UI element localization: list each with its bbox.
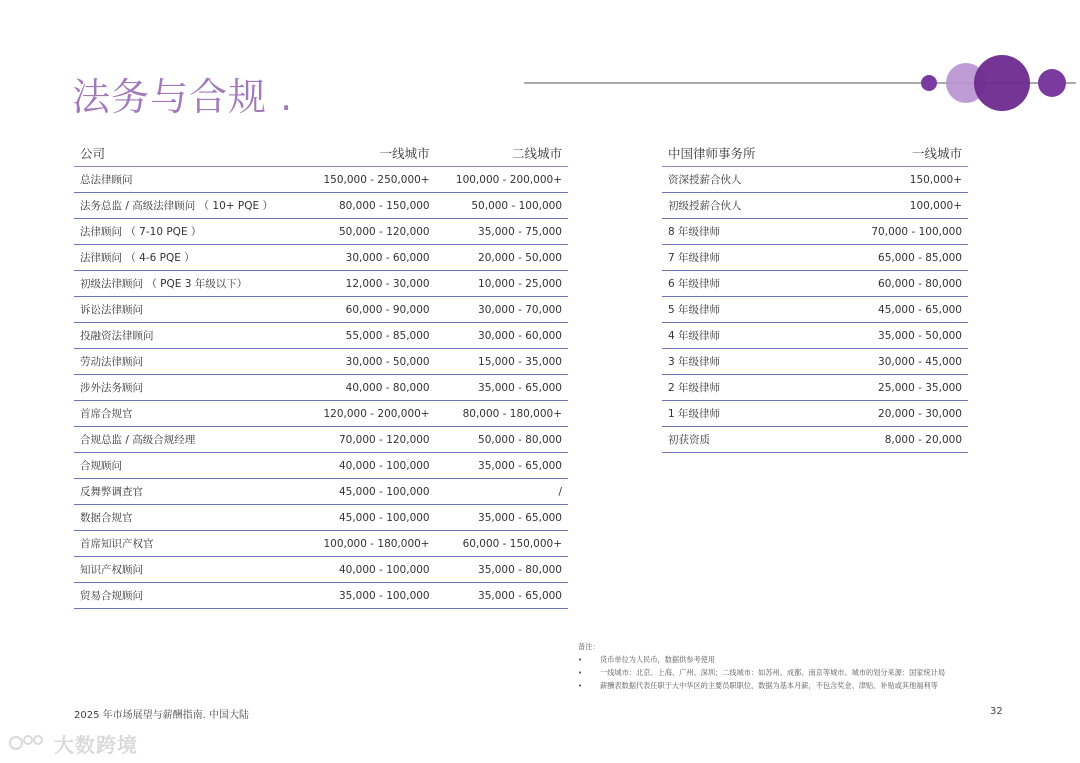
cell-tier1-salary: 30,000 - 60,000 (305, 245, 436, 271)
watermark-logo-icon (8, 731, 48, 755)
cell-position: 初级授薪合伙人 (662, 193, 834, 219)
company-salary-table (74, 140, 568, 609)
table-row (74, 505, 568, 531)
table-row (662, 219, 968, 245)
cell-position: 4 年级律师 (662, 323, 834, 349)
table-header-row (662, 140, 968, 167)
cell-position: 法律顾问 （ 7-10 PQE ） (74, 219, 305, 245)
table-row (662, 167, 968, 193)
table-row (74, 375, 568, 401)
cell-tier2-salary: 35,000 - 65,000 (436, 505, 568, 531)
cell-position: 合规总监 / 高级合规经理 (74, 427, 305, 453)
table-row (74, 427, 568, 453)
cell-tier1-salary: 120,000 - 200,000+ (305, 401, 436, 427)
cell-position: 知识产权顾问 (74, 557, 305, 583)
watermark-text: 大数跨境 (54, 732, 138, 757)
cell-tier1-salary: 30,000 - 50,000 (305, 349, 436, 375)
cell-tier1-salary: 8,000 - 20,000 (834, 427, 968, 453)
table-row (74, 557, 568, 583)
cell-tier2-salary: 15,000 - 35,000 (436, 349, 568, 375)
cell-tier1-salary: 70,000 - 100,000 (834, 219, 968, 245)
table-row (662, 193, 968, 219)
law-firm-salary-table (662, 140, 968, 453)
table-row (74, 167, 568, 193)
note-item: • 货币单位为人民币，数据供参考使用 (578, 653, 1018, 666)
note-item: • 一线城市：北京、上海、广州、深圳；二线城市：如苏州、成都、南京等城市。城市的划分来源：国家统计局 (578, 666, 1018, 679)
cell-tier2-salary: 30,000 - 70,000 (436, 297, 568, 323)
watermark (8, 728, 138, 758)
cell-tier2-salary: 60,000 - 150,000+ (436, 531, 568, 557)
decorative-circles (520, 50, 1080, 114)
company-table-body (74, 167, 568, 609)
cell-position: 2 年级律师 (662, 375, 834, 401)
cell-tier2-salary: 10,000 - 25,000 (436, 271, 568, 297)
cell-tier1-salary: 100,000+ (834, 193, 968, 219)
cell-tier1-salary: 45,000 - 100,000 (305, 505, 436, 531)
cell-tier1-salary: 35,000 - 100,000 (305, 583, 436, 609)
table-row (74, 297, 568, 323)
notes-heading: 备注： (578, 642, 600, 651)
cell-tier2-salary: 20,000 - 50,000 (436, 245, 568, 271)
cell-tier1-salary: 65,000 - 85,000 (834, 245, 968, 271)
table-row (662, 375, 968, 401)
column-header-tier1: 一线城市 (834, 140, 968, 167)
table-row (662, 427, 968, 453)
cell-position: 6 年级律师 (662, 271, 834, 297)
cell-tier1-salary: 60,000 - 80,000 (834, 271, 968, 297)
page-number: 32 (990, 706, 1003, 717)
table-row (662, 323, 968, 349)
cell-tier2-salary: 50,000 - 100,000 (436, 193, 568, 219)
cell-position: 资深授薪合伙人 (662, 167, 834, 193)
cell-position: 1 年级律师 (662, 401, 834, 427)
circle-small-left (921, 75, 937, 91)
cell-position: 法务总监 / 高级法律顾问 （ 10+ PQE ） (74, 193, 305, 219)
table-row (74, 271, 568, 297)
cell-tier1-salary: 20,000 - 30,000 (834, 401, 968, 427)
cell-tier1-salary: 40,000 - 100,000 (305, 557, 436, 583)
table-row (662, 349, 968, 375)
cell-tier1-salary: 50,000 - 120,000 (305, 219, 436, 245)
cell-tier2-salary: 35,000 - 65,000 (436, 375, 568, 401)
cell-tier2-salary: 35,000 - 65,000 (436, 453, 568, 479)
cell-tier1-salary: 80,000 - 150,000 (305, 193, 436, 219)
cell-position: 5 年级律师 (662, 297, 834, 323)
table-row (662, 245, 968, 271)
table-row (74, 323, 568, 349)
cell-position: 7 年级律师 (662, 245, 834, 271)
cell-position: 数据合规官 (74, 505, 305, 531)
circle-large-dark (974, 55, 1030, 111)
cell-position: 贸易合规顾问 (74, 583, 305, 609)
column-header-tier2: 二线城市 (436, 140, 568, 167)
notes-list (578, 653, 1018, 692)
cell-tier2-salary: 80,000 - 180,000+ (436, 401, 568, 427)
table-header-row (74, 140, 568, 167)
cell-tier2-salary: 30,000 - 60,000 (436, 323, 568, 349)
cell-tier2-salary: 35,000 - 75,000 (436, 219, 568, 245)
cell-position: 3 年级律师 (662, 349, 834, 375)
page-title: 法务与合规 . (72, 75, 294, 119)
cell-position: 首席合规官 (74, 401, 305, 427)
table-row (74, 245, 568, 271)
cell-tier1-salary: 150,000 - 250,000+ (305, 167, 436, 193)
circle-medium-right (1038, 69, 1066, 97)
cell-position: 投融资法律顾问 (74, 323, 305, 349)
cell-position: 初级法律顾问 （ PQE 3 年级以下） (74, 271, 305, 297)
table-row (74, 453, 568, 479)
cell-tier1-salary: 40,000 - 100,000 (305, 453, 436, 479)
cell-position: 诉讼法律顾问 (74, 297, 305, 323)
table-row (74, 219, 568, 245)
table-row (74, 193, 568, 219)
cell-tier1-salary: 45,000 - 65,000 (834, 297, 968, 323)
cell-tier2-salary: 35,000 - 65,000 (436, 583, 568, 609)
cell-tier1-salary: 30,000 - 45,000 (834, 349, 968, 375)
cell-tier2-salary: 35,000 - 80,000 (436, 557, 568, 583)
cell-position: 8 年级律师 (662, 219, 834, 245)
cell-tier2-salary: / (436, 479, 568, 505)
cell-position: 劳动法律顾问 (74, 349, 305, 375)
cell-position: 初获资质 (662, 427, 834, 453)
table-row (74, 479, 568, 505)
table-row (662, 401, 968, 427)
cell-position: 总法律顾问 (74, 167, 305, 193)
column-header-law-firm: 中国律师事务所 (662, 140, 834, 167)
notes-section (578, 640, 1018, 692)
cell-tier1-salary: 12,000 - 30,000 (305, 271, 436, 297)
column-header-tier1: 一线城市 (305, 140, 436, 167)
table-row (662, 297, 968, 323)
table-row (74, 349, 568, 375)
firm-table-body (662, 167, 968, 453)
cell-tier2-salary: 50,000 - 80,000 (436, 427, 568, 453)
cell-tier1-salary: 55,000 - 85,000 (305, 323, 436, 349)
column-header-company: 公司 (74, 140, 305, 167)
cell-tier1-salary: 60,000 - 90,000 (305, 297, 436, 323)
cell-position: 首席知识产权官 (74, 531, 305, 557)
table-row (662, 271, 968, 297)
cell-tier1-salary: 45,000 - 100,000 (305, 479, 436, 505)
table-row (74, 583, 568, 609)
cell-tier1-salary: 150,000+ (834, 167, 968, 193)
cell-position: 法律顾问 （ 4-6 PQE ） (74, 245, 305, 271)
cell-tier1-salary: 35,000 - 50,000 (834, 323, 968, 349)
table-row (74, 401, 568, 427)
cell-tier2-salary: 100,000 - 200,000+ (436, 167, 568, 193)
cell-position: 合规顾问 (74, 453, 305, 479)
cell-tier1-salary: 70,000 - 120,000 (305, 427, 436, 453)
cell-tier1-salary: 40,000 - 80,000 (305, 375, 436, 401)
footer-text: 2025 年市场展望与薪酬指南. 中国大陆 (74, 710, 249, 721)
table-row (74, 531, 568, 557)
cell-tier1-salary: 25,000 - 35,000 (834, 375, 968, 401)
cell-position: 反舞弊调查官 (74, 479, 305, 505)
cell-tier1-salary: 100,000 - 180,000+ (305, 531, 436, 557)
cell-position: 涉外法务顾问 (74, 375, 305, 401)
note-item: • 薪酬表数据代表任职于大中华区的主要员职职位，数据为基本月薪，不包含奖金、津贴、补贴或其他福利等 (578, 679, 1018, 692)
